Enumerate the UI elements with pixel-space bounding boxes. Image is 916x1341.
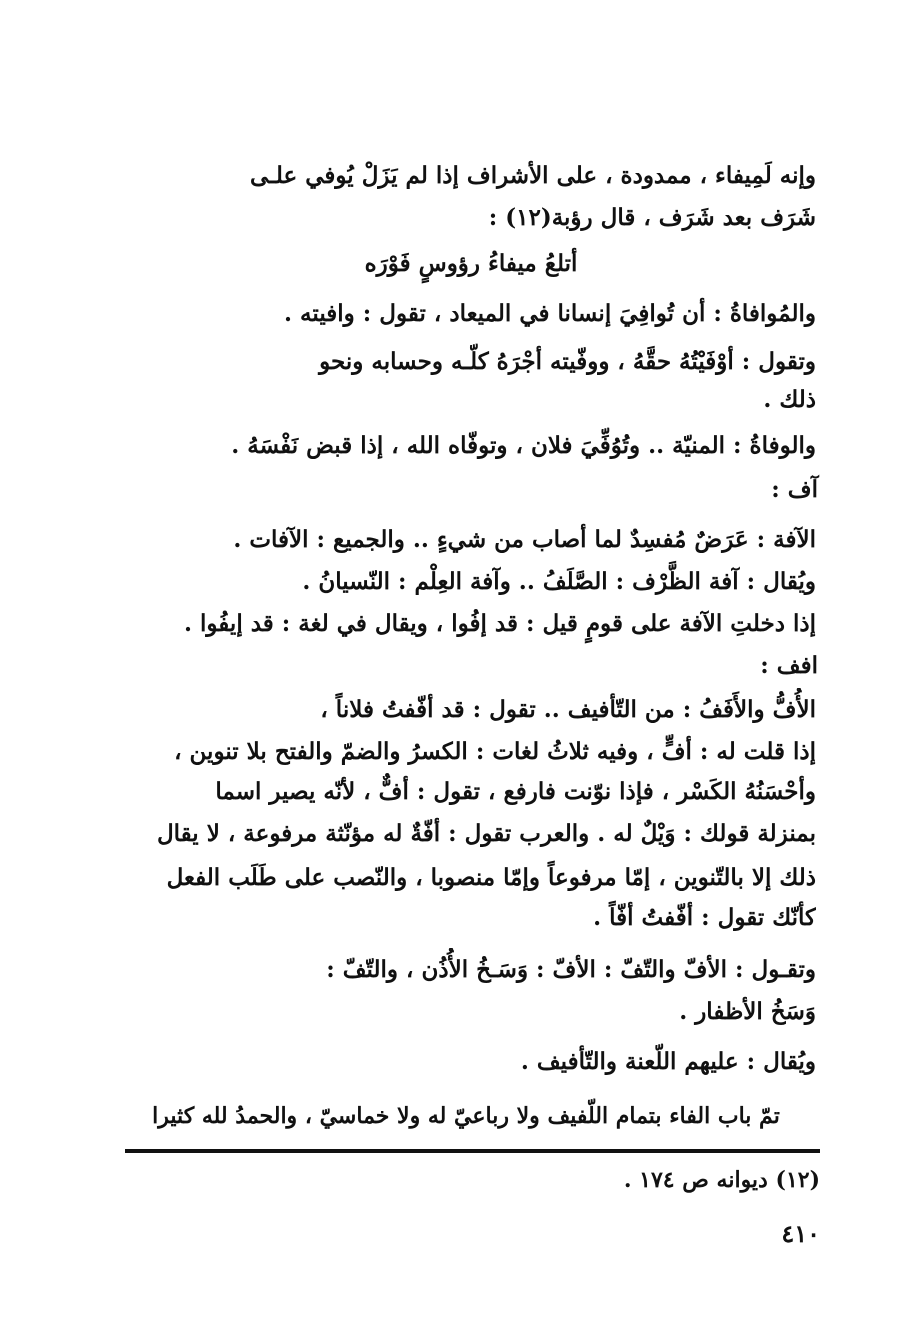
text-line: ويُقال : عليهم اللّعنة والتّأفيف . — [520, 1048, 816, 1075]
text-line: الأُفُّ والأَفَفُ : من التّأفيف .. تقول : قد أفّفتُ فلاناً ، — [320, 696, 816, 723]
footnote: (١٢) ديوانه ص ١٧٤ . — [623, 1167, 820, 1193]
verse-line: أتلعُ ميفاءُ رؤوسٍ فَوْرَه — [364, 250, 578, 277]
text-line: وَسَخُ الأظفار . — [679, 998, 816, 1025]
text-line: وأحْسَنُهُ الكَسْر ، فإذا نوّنت فارفع ، تقول : أفٌّ ، لأنّه يصير اسما — [215, 778, 816, 805]
footnote-divider — [125, 1149, 820, 1153]
text-line: بمنزلة قولك : وَيْلٌ له . والعرب تقول : أفّةٌ له مؤنّثة مرفوعة ، لا يقال — [156, 820, 816, 847]
text-line: الآفة : عَرَضٌ مُفسِدٌ لما أصاب من شيءٍ .. والجميع : الآفات . — [233, 526, 816, 553]
text-line: ذلك . — [763, 386, 816, 413]
text-line: وتقـول : الأفّ والتّفّ : الأفّ : وَسَـخُ الأُذُن ، والتّفّ : — [326, 956, 816, 983]
text-line: وإنه لَمِيفاء ، ممدودة ، على الأشراف إذا لم يَزَلْ يُوفي علـى — [250, 162, 816, 189]
text-line: كأنّك تقول : أفّفتُ أفّاً . — [593, 904, 816, 931]
page-number: ٤١٠ — [781, 1219, 820, 1248]
text-line: ذلك إلا بالتّنوين ، إمّا مرفوعاً وإمّا منصوبا ، والنّصب على طَلَب الفعل — [166, 864, 816, 891]
text-line: إذا دخلتِ الآفة على قومٍ قيل : قد إفُوا ، ويقال في لغة : قد إيفُوا . — [184, 610, 816, 637]
section-heading: افف : — [760, 652, 818, 679]
text-line: إذا قلت له : أفٍّ ، وفيه ثلاثُ لغات : الكسرُ والضمّ والفتح بلا تنوين ، — [174, 738, 816, 765]
text-line: والوفاةُ : المنيّة .. وتُوُفِّيَ فلان ، وتوفّاه الله ، إذا قبض نَفْسَهُ . — [231, 432, 816, 459]
text-line: وتقول : أوْفَيْتُهُ حقَّهُ ، ووفّيته أجْرَهُ كلّـه وحسابه ونحو — [319, 348, 816, 375]
text-line: شَرَف بعد شَرَف ، قال رؤبة(١٢) : — [488, 204, 816, 231]
text-line: ويُقال : آفة الظَّرْف : الصَّلَفُ .. وآفة العِلْم : النّسيانُ . — [302, 568, 816, 595]
chapter-end-line: تمّ باب الفاء بتمام اللّفيف ولا رباعيّ له ولا خماسيّ ، والحمدُ لله كثيرا — [152, 1103, 780, 1129]
section-heading: آف : — [771, 476, 818, 503]
text-line: والمُوافاةُ : أن تُوافِيَ إنسانا في الميعاد ، تقول : وافيته . — [284, 300, 816, 327]
